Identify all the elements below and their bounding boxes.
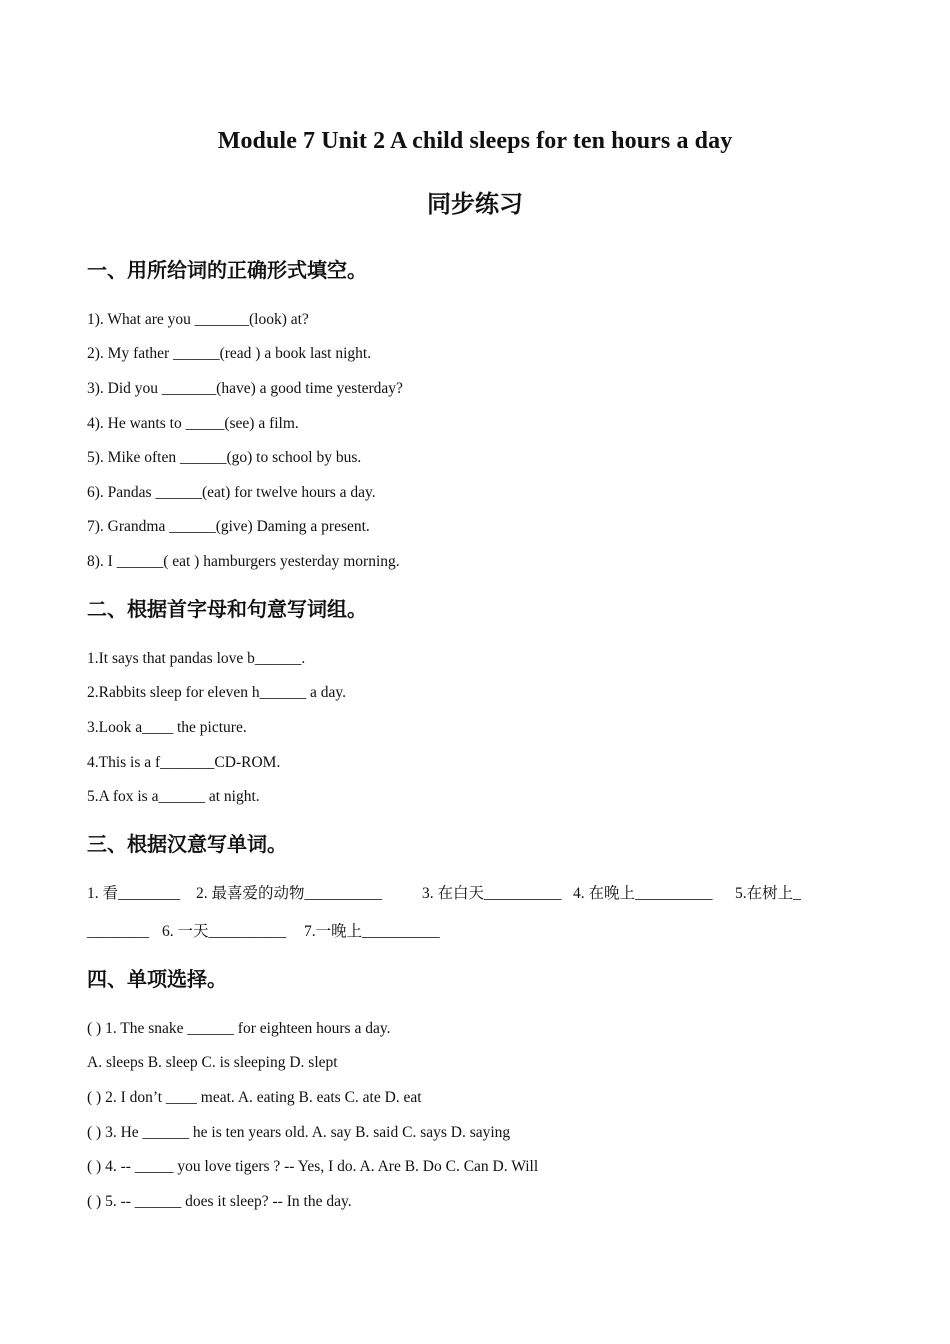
s4-item-1-options: A. sleeps B. sleep C. is sleeping D. slept <box>87 1054 338 1071</box>
section-3-heading: 三、根据汉意写单词。 <box>87 832 287 856</box>
s2-item-1: 1.It says that pandas love b______. <box>87 650 306 667</box>
s1-item-7: 7). Grandma ______(give) Daming a present. <box>87 518 370 535</box>
s3-item-3: 3. 在白天__________ <box>422 885 562 902</box>
section-2-heading: 二、根据首字母和句意写词组。 <box>87 597 367 621</box>
worksheet-subtitle: 同步练习 <box>427 190 523 218</box>
s1-item-1: 1). What are you _______(look) at? <box>87 311 309 328</box>
worksheet-title: Module 7 Unit 2 A child sleeps for ten hours a day <box>217 128 733 154</box>
s3-item-5: 5.在树上_ <box>735 885 801 902</box>
s2-item-3: 3.Look a____ the picture. <box>87 719 247 736</box>
s1-item-4: 4). He wants to _____(see) a film. <box>87 415 299 432</box>
s3-item-6: 6. 一天__________ <box>162 923 287 940</box>
s3-item-4: 4. 在晚上__________ <box>573 885 713 902</box>
s1-item-8: 8). I ______( eat ) hamburgers yesterday morning. <box>87 553 400 570</box>
s3-item-1: 1. 看________ <box>87 885 181 902</box>
section-4-heading: 四、单项选择。 <box>87 967 227 991</box>
section-1-heading: 一、用所给词的正确形式填空。 <box>87 258 367 282</box>
s1-item-5: 5). Mike often ______(go) to school by bus. <box>87 449 362 466</box>
s4-item-1: ( ) 1. The snake ______ for eighteen hours a day. <box>87 1020 391 1037</box>
s3-item-2: 2. 最喜爱的动物__________ <box>196 885 383 902</box>
s3-item-7: 7.一晚上__________ <box>304 923 440 940</box>
s3-item-5-blank: ________ <box>87 923 149 940</box>
s4-item-4: ( ) 4. -- _____ you love tigers ? -- Yes, I do. A. Are B. Do C. Can D. Will <box>87 1158 539 1175</box>
s2-item-2: 2.Rabbits sleep for eleven h______ a day. <box>87 684 346 701</box>
s2-item-5: 5.A fox is a______ at night. <box>87 788 260 805</box>
s2-item-4: 4.This is a f_______CD-ROM. <box>87 754 281 771</box>
s4-item-3: ( ) 3. He ______ he is ten years old. A. say B. said C. says D. saying <box>87 1124 511 1141</box>
s4-item-5: ( ) 5. -- ______ does it sleep? -- In the day. <box>87 1193 352 1210</box>
s1-item-3: 3). Did you _______(have) a good time yesterday? <box>87 380 403 397</box>
s1-item-6: 6). Pandas ______(eat) for twelve hours a day. <box>87 484 376 501</box>
s4-item-2: ( ) 2. I don’t ____ meat. A. eating B. eats C. ate D. eat <box>87 1089 422 1106</box>
s1-item-2: 2). My father ______(read ) a book last night. <box>87 345 372 362</box>
